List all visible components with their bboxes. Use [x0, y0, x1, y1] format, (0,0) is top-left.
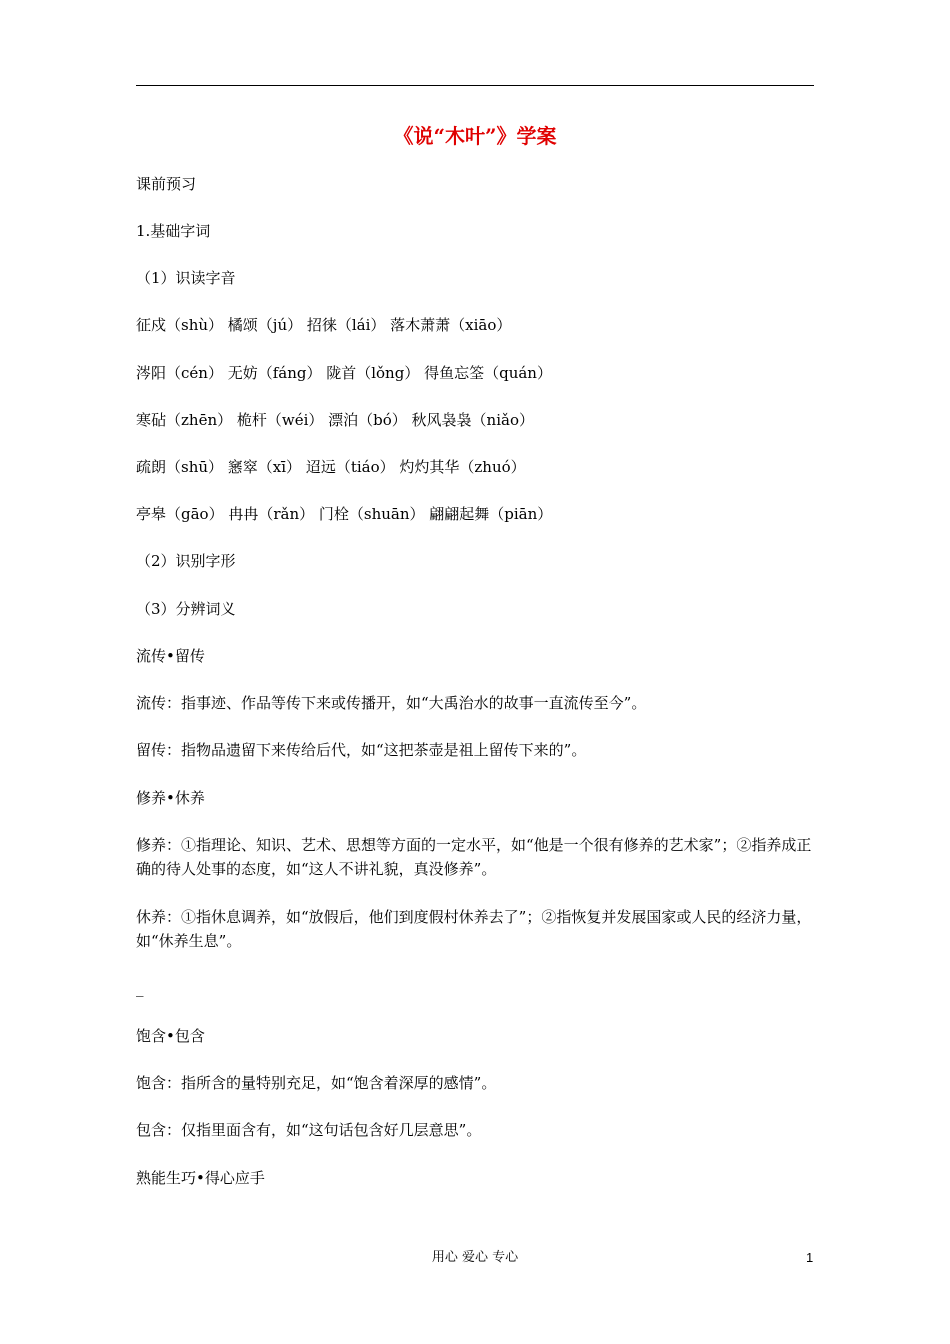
subsection-heading: 1.基础字词	[136, 222, 211, 240]
subsection-heading: （2）识别字形	[136, 552, 236, 570]
pronunciation-line: 疏朗（shū） 窸窣（xī） 迢远（tiáo） 灼灼其华（zhuó）	[136, 458, 526, 476]
header-rule	[136, 85, 814, 86]
definition-line: 留传：指物品遗留下来传给后代，如“这把茶壶是祖上留传下来的”。	[136, 741, 587, 759]
word-pair-heading: 流传•留传	[136, 647, 205, 665]
definition-paragraph: 休养：①指休息调养，如“放假后，他们到度假村休养去了”；②指恢复并发展国家或人民的经济力量，如“休养生息”。	[136, 908, 812, 950]
definition-paragraph: 修养：①指理论、知识、艺术、思想等方面的一定水平，如“他是一个很有修养的艺术家”；②指养成正确的待人处事的态度，如“这人不讲礼貌，真没修养”。	[136, 836, 812, 878]
section-heading: 课前预习	[136, 175, 197, 193]
page-footer: 用心 爱心 专心	[431, 1250, 519, 1265]
page-number: 1	[806, 1250, 814, 1265]
stray-mark: _	[136, 979, 144, 997]
pronunciation-line: 亭皋（gāo） 冉冉（rǎn） 门栓（shuān） 翩翩起舞（piān）	[136, 505, 553, 523]
pronunciation-line: 征戍（shù） 橘颂（jú） 招徕（lái） 落木萧萧（xiāo）	[136, 316, 512, 334]
subsection-heading: （3）分辨词义	[136, 600, 236, 618]
definition-line: 流传：指事迹、作品等传下来或传播开，如“大禹治水的故事一直流传至今”。	[136, 694, 647, 712]
document-title: 《说“木叶”》学案	[393, 124, 557, 148]
word-pair-heading: 熟能生巧•得心应手	[136, 1169, 265, 1187]
word-pair-heading: 饱含•包含	[136, 1027, 205, 1045]
definition-line: 包含：仅指里面含有，如“这句话包含好几层意思”。	[136, 1121, 482, 1139]
pronunciation-line: 寒砧（zhēn） 桅杆（wéi） 漂泊（bó） 秋风袅袅（niǎo）	[136, 411, 534, 429]
definition-line: 饱含：指所含的量特别充足，如“饱含着深厚的感情”。	[136, 1074, 497, 1092]
pronunciation-line: 涔阳（cén） 无妨（fáng） 陇首（lǒng） 得鱼忘筌（quán）	[136, 364, 552, 382]
word-pair-heading: 修养•休养	[136, 789, 205, 807]
subsection-heading: （1）识读字音	[136, 269, 236, 287]
